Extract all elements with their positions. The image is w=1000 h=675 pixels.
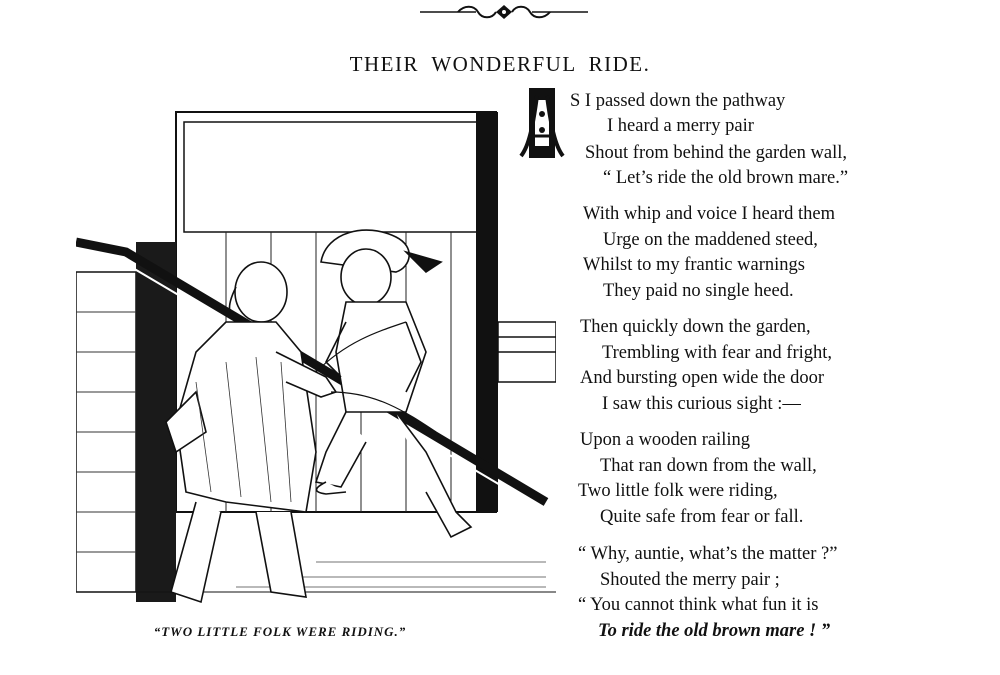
poem-line: Then quickly down the garden, bbox=[580, 317, 811, 337]
poem-line: Quite safe from fear or fall. bbox=[600, 507, 804, 527]
poem-line: Shouted the merry pair ; bbox=[600, 570, 780, 590]
illustration-caption: “TWO LITTLE FOLK WERE RIDING.” bbox=[153, 624, 407, 639]
children-riding-railing-illustration bbox=[76, 92, 556, 612]
poem-line: With whip and voice I heard them bbox=[583, 204, 836, 224]
poem-line: Whilst to my frantic warnings bbox=[583, 255, 805, 275]
poem-line: That ran down from the wall, bbox=[600, 456, 817, 476]
poem-line: S I passed down the pathway bbox=[570, 91, 786, 111]
poem-line: “ You cannot think what fun it is bbox=[578, 595, 819, 615]
poem-line: “ Why, auntie, what’s the matter ?” bbox=[578, 544, 838, 564]
decorative-scroll-ornament-icon bbox=[418, 3, 590, 21]
poem-line: Urge on the maddened steed, bbox=[603, 230, 818, 250]
poem-line: Upon a wooden railing bbox=[580, 430, 751, 450]
page-title: THEIR WONDERFUL RIDE. bbox=[349, 52, 651, 76]
poem-line: They paid no single heed. bbox=[603, 281, 794, 301]
poem-line: I heard a merry pair bbox=[607, 116, 754, 136]
poem-line-final: To ride the old brown mare ! ” bbox=[598, 621, 831, 641]
poem-line: And bursting open wide the door bbox=[580, 368, 825, 388]
poem-line: Trembling with fear and fright, bbox=[602, 343, 833, 363]
poem-line: “ Let’s ride the old brown mare.” bbox=[603, 168, 849, 188]
poem-line: Two little folk were riding, bbox=[578, 481, 778, 501]
poem-line: Shout from behind the garden wall, bbox=[585, 143, 848, 163]
drop-cap-ornament bbox=[519, 86, 565, 160]
poem-line: I saw this curious sight :— bbox=[602, 394, 801, 414]
